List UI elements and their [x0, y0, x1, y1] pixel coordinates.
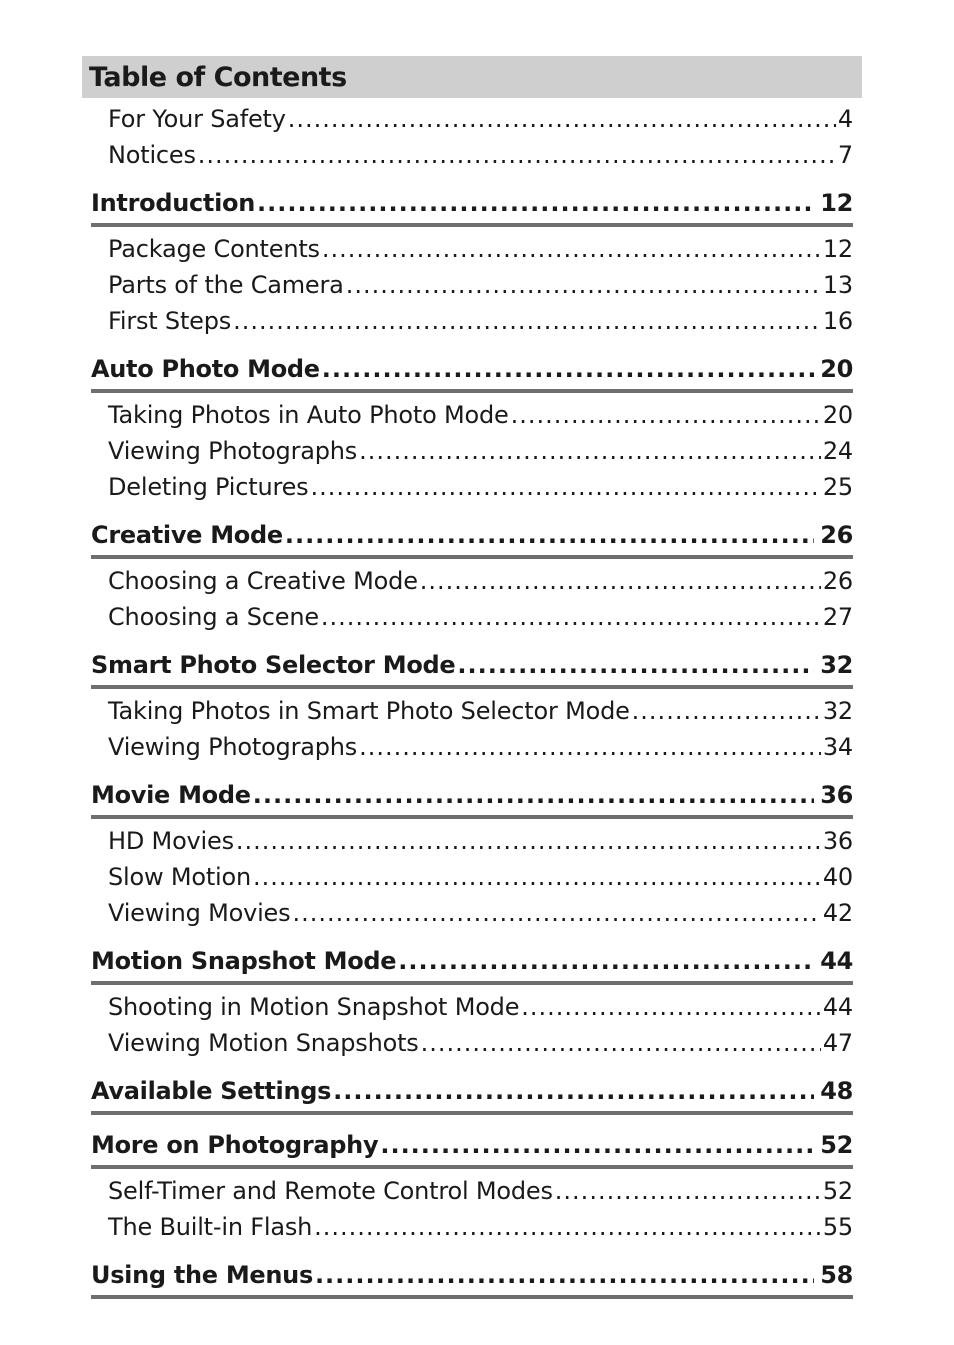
toc-chapter-page: 32 — [820, 651, 853, 679]
dot-leader — [359, 729, 821, 765]
toc-entry-page: 4 — [837, 105, 853, 133]
dot-leader — [346, 267, 821, 303]
dot-leader — [321, 599, 821, 635]
toc-chapter-page: 44 — [820, 947, 853, 975]
toc-chapter-using-the-menus[interactable] — [91, 1255, 853, 1299]
dot-leader — [233, 303, 821, 339]
toc-entry-package-contents[interactable] — [91, 231, 853, 267]
toc-entry-label: Viewing Photographs — [108, 437, 358, 465]
toc-entry-page: 55 — [822, 1213, 853, 1241]
toc-entry-label: Notices — [108, 141, 196, 169]
toc-entry-page: 7 — [837, 141, 853, 169]
table-of-contents — [91, 100, 853, 1299]
toc-chapter-page: 48 — [820, 1077, 853, 1105]
toc-entry-page: 16 — [822, 307, 853, 335]
dot-leader — [285, 515, 814, 555]
toc-entry-slow-motion[interactable] — [91, 859, 853, 895]
dot-leader — [632, 693, 821, 729]
dot-leader — [253, 775, 814, 815]
toc-chapter-page: 20 — [820, 355, 853, 383]
toc-entry-label: Slow Motion — [108, 863, 252, 891]
toc-chapter-title: Smart Photo Selector Mode — [91, 651, 456, 679]
toc-entry-viewing-motion-snapshots[interactable] — [91, 1025, 853, 1061]
toc-entry-parts-of-the-camera[interactable] — [91, 267, 853, 303]
toc-chapter-page: 52 — [820, 1131, 853, 1159]
dot-leader — [398, 941, 814, 981]
toc-chapter-title: Introduction — [91, 189, 255, 217]
toc-entry-label: Self-Timer and Remote Control Modes — [108, 1177, 553, 1205]
dot-leader — [257, 183, 814, 223]
dot-leader — [555, 1173, 821, 1209]
toc-chapter-title: Movie Mode — [91, 781, 251, 809]
toc-entry-first-steps[interactable] — [91, 303, 853, 339]
toc-entry-page: 27 — [822, 603, 853, 631]
toc-entry-page: 42 — [822, 899, 853, 927]
toc-entry-label: Choosing a Creative Mode — [108, 567, 418, 595]
dot-leader — [322, 349, 814, 389]
dot-leader — [288, 101, 836, 137]
toc-entry-page: 36 — [822, 827, 853, 855]
toc-entry-deleting-pictures[interactable] — [91, 469, 853, 505]
toc-entry-page: 24 — [822, 437, 853, 465]
toc-chapter-smart-photo-selector-mode[interactable] — [91, 645, 853, 689]
dot-leader — [457, 645, 814, 685]
dot-leader — [310, 469, 820, 505]
toc-chapter-creative-mode[interactable] — [91, 515, 853, 559]
toc-chapter-page: 36 — [820, 781, 853, 809]
toc-entry-label: HD Movies — [108, 827, 234, 855]
dot-leader — [421, 1025, 821, 1061]
toc-entry-label: Choosing a Scene — [108, 603, 319, 631]
toc-entry-page: 52 — [822, 1177, 853, 1205]
toc-chapter-available-settings[interactable] — [91, 1071, 853, 1115]
toc-entry-label: Viewing Photographs — [108, 733, 358, 761]
toc-entry-choosing-a-scene[interactable] — [91, 599, 853, 635]
toc-chapter-title: More on Photography — [91, 1131, 379, 1159]
toc-entry-page: 32 — [822, 697, 853, 725]
toc-chapter-title: Creative Mode — [91, 521, 283, 549]
dot-leader — [380, 1125, 814, 1165]
dot-leader — [511, 397, 821, 433]
toc-entry-label: Parts of the Camera — [108, 271, 344, 299]
toc-entry-viewing-photographs-smart[interactable] — [91, 729, 853, 765]
dot-leader — [236, 823, 821, 859]
toc-entry-label: Deleting Pictures — [108, 473, 309, 501]
toc-chapter-auto-photo-mode[interactable] — [91, 349, 853, 393]
toc-entry-taking-photos-smart[interactable] — [91, 693, 853, 729]
toc-chapter-page: 26 — [820, 521, 853, 549]
toc-header-bar — [82, 56, 862, 98]
toc-entry-label: Viewing Motion Snapshots — [108, 1029, 419, 1057]
toc-chapter-introduction[interactable] — [91, 183, 853, 227]
toc-entry-label: Taking Photos in Smart Photo Selector Mode — [108, 697, 630, 725]
toc-entry-page: 34 — [822, 733, 853, 761]
toc-entry-page: 47 — [822, 1029, 853, 1057]
dot-leader — [420, 563, 821, 599]
toc-entry-label: Taking Photos in Auto Photo Mode — [108, 401, 509, 429]
toc-chapter-title: Using the Menus — [91, 1261, 313, 1289]
dot-leader — [322, 231, 821, 267]
toc-chapter-title: Motion Snapshot Mode — [91, 947, 397, 975]
toc-entry-page: 40 — [822, 863, 853, 891]
toc-chapter-page: 12 — [820, 189, 853, 217]
dot-leader — [292, 895, 820, 931]
toc-entry-built-in-flash[interactable] — [91, 1209, 853, 1245]
dot-leader — [521, 989, 821, 1025]
toc-entry-page: 13 — [822, 271, 853, 299]
dot-leader — [359, 433, 821, 469]
dot-leader — [198, 137, 836, 173]
dot-leader — [315, 1255, 814, 1295]
dot-leader — [314, 1209, 821, 1245]
toc-entry-viewing-photographs[interactable] — [91, 433, 853, 469]
toc-chapter-movie-mode[interactable] — [91, 775, 853, 819]
dot-leader — [253, 859, 821, 895]
toc-entry-shooting-motion-snapshot[interactable] — [91, 989, 853, 1025]
toc-entry-label: Shooting in Motion Snapshot Mode — [108, 993, 520, 1021]
toc-entry-page: 44 — [822, 993, 853, 1021]
toc-entry-choosing-creative-mode[interactable] — [91, 563, 853, 599]
toc-chapter-more-on-photography[interactable] — [91, 1125, 853, 1169]
toc-entry-label: First Steps — [108, 307, 232, 335]
toc-entry-notices[interactable] — [91, 137, 853, 173]
toc-entry-taking-photos-auto[interactable] — [91, 397, 853, 433]
toc-chapter-title: Auto Photo Mode — [91, 355, 320, 383]
toc-entry-label: The Built-in Flash — [108, 1213, 313, 1241]
toc-entry-for-your-safety[interactable] — [91, 101, 853, 137]
toc-entry-hd-movies[interactable] — [91, 823, 853, 859]
toc-chapter-motion-snapshot-mode[interactable] — [91, 941, 853, 985]
toc-entry-page: 25 — [822, 473, 853, 501]
toc-entry-page: 12 — [822, 235, 853, 263]
toc-entry-page: 20 — [822, 401, 853, 429]
toc-chapter-page: 58 — [820, 1261, 853, 1289]
toc-entry-self-timer-remote[interactable] — [91, 1173, 853, 1209]
toc-chapter-title: Available Settings — [91, 1077, 332, 1105]
toc-entry-label: Viewing Movies — [108, 899, 291, 927]
toc-entry-page: 26 — [822, 567, 853, 595]
toc-entry-label: For Your Safety — [108, 105, 286, 133]
dot-leader — [333, 1071, 814, 1111]
toc-entry-label: Package Contents — [108, 235, 320, 263]
page-title: Table of Contents — [89, 61, 347, 93]
toc-entry-viewing-movies[interactable] — [91, 895, 853, 931]
